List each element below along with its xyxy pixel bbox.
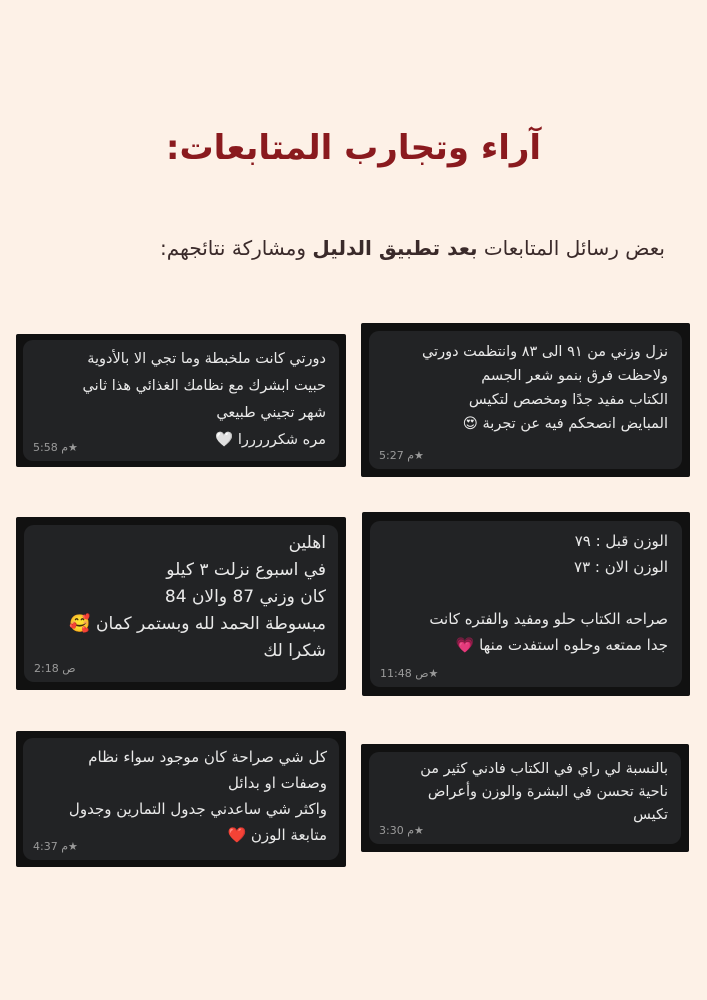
page-subtitle xyxy=(25,236,665,260)
subtitle-bold: بعد تطبيق الدليل xyxy=(312,236,478,260)
message-bubble-1 xyxy=(369,331,682,469)
message-bubble-2 xyxy=(23,340,339,461)
message-card-2 xyxy=(16,334,346,467)
message-text-1: نزل وزني من ٩١ الى ٨٣ وانتظمت دورتي ولاحظت فرق بنمو شعر الجسم الكتاب مفيد جدًا ومخصص لتكيس المبايض انصحكم فيه عن تجربة 😍 xyxy=(421,344,668,432)
message-card-6 xyxy=(16,731,346,867)
message-card-1 xyxy=(361,323,690,477)
message-time-5: 3:30 م★ xyxy=(379,824,424,837)
message-time-1: 5:27 م★ xyxy=(379,449,424,462)
message-time-4: 2:18 ص xyxy=(34,662,76,675)
message-time-2: 5:58 م★ xyxy=(33,441,78,454)
message-bubble-4 xyxy=(24,525,338,682)
message-text-3: الوزن قبل : ٧٩ الوزن الان : ٧٣ صراحه الكتاب حلو ومفيد والفتره كانت جدا ممتعه وحلوه استفدت منها 💗 xyxy=(429,532,668,654)
message-time-3: 11:48 ص★ xyxy=(380,667,439,680)
message-bubble-3 xyxy=(370,521,682,687)
message-card-5 xyxy=(361,744,689,852)
message-bubble-6 xyxy=(23,738,339,860)
message-card-3 xyxy=(362,512,690,696)
message-text-6: كل شي صراحة كان موجود سواء نظام وصفات او بدائل واكثر شي ساعدني جدول التمارين وجدول متابعة الوزن ❤️ xyxy=(68,748,327,844)
message-card-4 xyxy=(16,517,346,690)
message-text-5: بالنسبة لي راي في الكتاب فادني كثير من ناحية تحسن في البشرة والوزن وأعراض تكيس xyxy=(420,761,668,823)
message-bubble-5 xyxy=(369,752,681,844)
message-text-2: دورتي كانت ملخبطة وما تجي الا بالأدوية حبيت ابشرك مع نظامك الغذائي هذا ثاني شهر تجيني طبيعي مره شكرررررا 🤍 xyxy=(82,351,326,448)
message-text-4: اهلين في اسبوع نزلت ٣ كيلو كان وزني 87 والان 84 مبسوطة الحمد لله وبستمر كمان 🥰 شكرا لك xyxy=(69,533,326,661)
subtitle-start: بعض رسائل المتابعات xyxy=(477,236,665,260)
page-title: آراء وتجارب المتابعات: xyxy=(165,128,542,168)
subtitle-end: ومشاركة نتائجهم: xyxy=(160,236,313,260)
message-time-6: 4:37 م★ xyxy=(33,840,78,853)
